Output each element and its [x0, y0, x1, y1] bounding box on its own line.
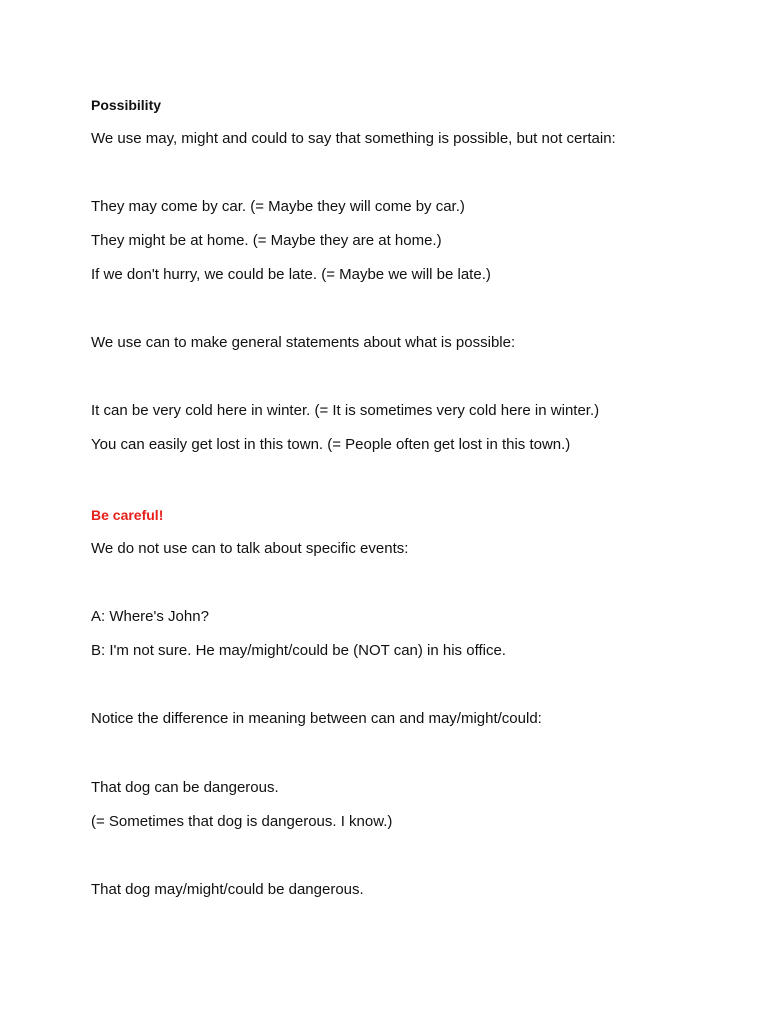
example-sentence: They might be at home. (= Maybe they are at home.) [91, 232, 442, 249]
dialogue-line: B: I'm not sure. He may/might/could be (NOT can) in his office. [91, 642, 506, 659]
example-sentence: If we don't hurry, we could be late. (= Maybe we will be late.) [91, 266, 491, 283]
warning-label: Be careful! [91, 507, 164, 523]
example-sentence: That dog can be dangerous. [91, 779, 279, 796]
example-sentence: You can easily get lost in this town. (= People often get lost in this town.) [91, 436, 571, 453]
section-heading: Possibility [91, 97, 162, 113]
example-explanation: (= Sometimes that dog is dangerous. I know.) [91, 813, 393, 830]
difference-intro-paragraph: Notice the difference in meaning between can and may/might/could: [91, 710, 542, 727]
example-sentence: It can be very cold here in winter. (= It is sometimes very cold here in winter.) [91, 402, 600, 419]
warning-text: We do not use can to talk about specific events: [91, 540, 409, 557]
can-intro-paragraph: We use can to make general statements about what is possible: [91, 334, 516, 351]
example-sentence: That dog may/might/could be dangerous. [91, 881, 364, 898]
intro-paragraph: We use may, might and could to say that something is possible, but not certain: [91, 130, 616, 147]
dialogue-line: A: Where's John? [91, 608, 209, 625]
example-sentence: They may come by car. (= Maybe they will come by car.) [91, 198, 465, 215]
